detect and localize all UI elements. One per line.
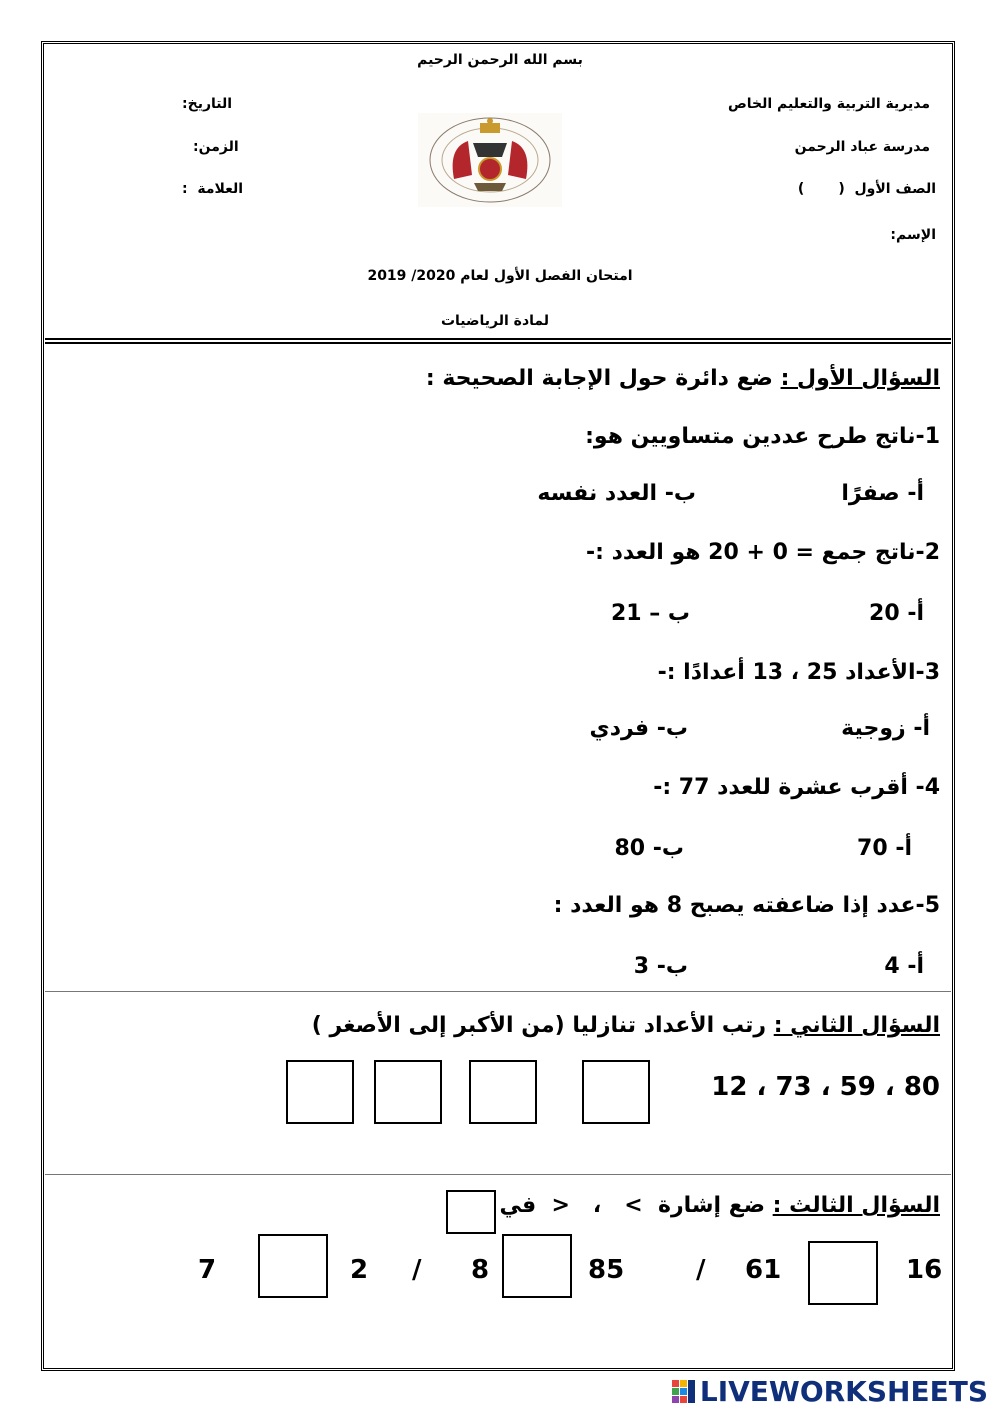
liveworksheets-brand	[672, 1375, 988, 1408]
q1-heading: السؤال الأول :	[780, 366, 940, 391]
q2-heading: السؤال الثاني :	[773, 1013, 940, 1038]
q1-item-3-question: 3-الأعداد 25 ، 13 أعدادًا :-	[657, 660, 940, 685]
q1-item-3-option-a[interactable]: أ- زوجية	[841, 716, 930, 741]
q3-pair-1-box[interactable]	[808, 1241, 878, 1305]
q3-pair-2-box[interactable]	[502, 1234, 572, 1298]
q1-item-4-question: 4- أقرب عشرة للعدد 77 :-	[653, 775, 940, 800]
directorate: مديرية التربية والتعليم الخاص	[727, 96, 930, 112]
q1-item-1-question: 1-ناتج طرح عددين متساويين هو:	[585, 424, 940, 449]
q2-answer-box-4[interactable]	[286, 1060, 354, 1124]
q1-item-3-option-b[interactable]: ب- فردي	[589, 716, 688, 741]
q1-item-5-option-b[interactable]: ب- 3	[633, 954, 688, 979]
emblem-ring-text	[418, 113, 419, 114]
q3-separator-1: /	[696, 1255, 706, 1285]
ministry-emblem	[418, 113, 562, 207]
q1-item-2-option-a[interactable]: أ- 20	[869, 601, 924, 626]
q2-answer-box-3[interactable]	[374, 1060, 442, 1124]
q1-item-1-option-b[interactable]: ب- العدد نفسه	[537, 481, 696, 506]
q1-item-1-option-a[interactable]: أ- صفرًا	[841, 481, 924, 506]
brand-text: LIVEWORKSHEETS	[699, 1375, 988, 1408]
q1-item-5-option-a[interactable]: أ- 4	[884, 954, 924, 979]
q3-instruction: ضع إشارة > ، < في	[499, 1193, 773, 1218]
subject-title: لمادة الرياضيات	[440, 313, 550, 329]
q3-heading-line	[499, 1193, 940, 1218]
school-name: مدرسة عباد الرحمن	[794, 139, 930, 155]
q2-answer-box-1[interactable]	[582, 1060, 650, 1124]
student-name-label: الإسم:	[890, 227, 936, 243]
liveworksheets-logo-icon	[672, 1380, 696, 1404]
q1-item-2-question: 2-ناتج جمع = 0 + 20 هو العدد :-	[586, 540, 940, 565]
page-frame	[41, 41, 955, 1371]
q1-item-5-question: 5-عدد إذا ضاعفته يصبح 8 هو العدد :	[553, 893, 940, 918]
header-divider	[45, 338, 951, 340]
q2-heading-line	[312, 1013, 940, 1038]
divider-q2-q3	[45, 1174, 951, 1175]
q3-pair-1-right: 61	[745, 1255, 782, 1285]
q3-pair-3-left: 2	[350, 1255, 369, 1285]
q3-pair-2-right: 8	[471, 1255, 490, 1285]
q1-item-4-option-b[interactable]: ب- 80	[614, 836, 684, 861]
time-label: الزمن:	[193, 139, 239, 155]
q1-item-4-option-a[interactable]: أ- 70	[857, 836, 912, 861]
q3-separator-2: /	[412, 1255, 422, 1285]
q2-numbers: 80 ، 59 ، 73 ، 12	[711, 1072, 940, 1102]
q3-heading: السؤال الثالث :	[772, 1193, 940, 1218]
q3-example-box	[446, 1190, 496, 1234]
q3-pair-1-left: 16	[906, 1255, 943, 1285]
q1-heading-line	[426, 366, 940, 391]
mark-label: العلامة :	[182, 181, 244, 197]
q1-item-2-option-b[interactable]: ب – 21	[610, 601, 690, 626]
q3-pair-3-right: 7	[198, 1255, 217, 1285]
q3-pair-3-box[interactable]	[258, 1234, 328, 1298]
q2-answer-box-2[interactable]	[469, 1060, 537, 1124]
q3-pair-2-left: 85	[588, 1255, 625, 1285]
q1-instruction: ضع دائرة حول الإجابة الصحيحة :	[425, 366, 781, 391]
emblem-icon	[418, 113, 562, 207]
divider-q1-q2	[45, 991, 951, 992]
exam-title: امتحان الفصل الأول لعام 2020/ 2019	[367, 268, 633, 284]
q2-instruction: رتب الأعداد تنازليا (من الأكبر إلى الأصغر )	[311, 1013, 774, 1038]
grade-field: الصف الأول ( )	[797, 181, 936, 197]
date-label: التاريخ:	[182, 96, 233, 112]
header-divider-2	[45, 342, 951, 344]
basmala: بسم الله الرحمن الرحيم	[417, 52, 583, 68]
